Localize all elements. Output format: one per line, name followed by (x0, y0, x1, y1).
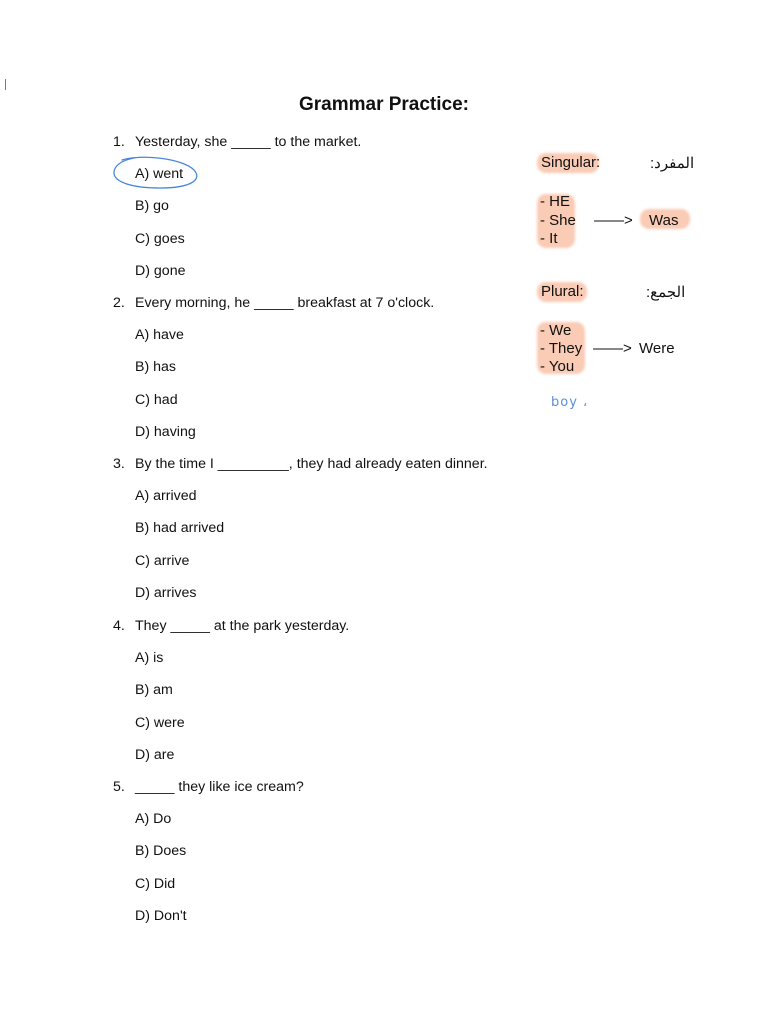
plural-pronoun: - They (540, 340, 583, 357)
singular-arabic-label: المفرد: (650, 155, 695, 172)
question-number: 2. (113, 295, 125, 311)
question-number: 1. (113, 134, 125, 150)
question-text: _____ they like ice cream? (135, 779, 304, 795)
option-3c: C) arrive (135, 553, 190, 569)
option-3b: B) had arrived (135, 520, 225, 536)
option-1c: C) goes (135, 231, 185, 247)
question-text: By the time I _________, they had already eaten dinner. (135, 456, 488, 472)
question-number: 5. (113, 779, 125, 795)
handwritten-note: boy ، (551, 395, 588, 410)
plural-pronoun: - You (540, 358, 575, 375)
page-title: Grammar Practice: (298, 94, 470, 115)
plural-label: Plural: (541, 283, 584, 300)
option-2b: B) has (135, 359, 177, 375)
option-4b: B) am (135, 682, 173, 698)
option-3a: A) arrived (135, 488, 197, 504)
option-5b: B) Does (135, 843, 187, 859)
option-4a: A) is (135, 650, 164, 666)
option-5d: D) Don't (135, 908, 187, 924)
option-4c: C) were (135, 715, 185, 731)
question-number: 3. (113, 456, 125, 472)
singular-arrow: ——> (594, 212, 633, 229)
singular-pronoun: - She (540, 212, 576, 229)
option-1a: A) went (135, 166, 184, 182)
option-2d: D) having (135, 424, 196, 440)
option-2a: A) have (135, 327, 184, 343)
question-number: 4. (113, 618, 125, 634)
question-text: Yesterday, she _____ to the market. (135, 134, 362, 150)
option-1b: B) go (135, 198, 169, 214)
question-text: Every morning, he _____ breakfast at 7 o'clock. (135, 295, 435, 311)
question-text: They _____ at the park yesterday. (135, 618, 350, 634)
option-3d: D) arrives (135, 585, 197, 601)
plural-pronoun: - We (540, 322, 572, 339)
text-cursor (5, 79, 6, 90)
option-5a: A) Do (135, 811, 172, 827)
plural-arabic-label: الجمع: (646, 284, 686, 301)
singular-pronoun: - HE (540, 193, 570, 210)
option-2c: C) had (135, 392, 178, 408)
singular-verb: Was (649, 212, 679, 229)
option-1d: D) gone (135, 263, 186, 279)
option-4d: D) are (135, 747, 175, 763)
plural-verb: Were (639, 340, 675, 357)
singular-label: Singular: (541, 154, 601, 171)
plural-arrow: ——> (593, 340, 632, 357)
option-5c: C) Did (135, 876, 176, 892)
singular-pronoun: - It (540, 230, 558, 247)
